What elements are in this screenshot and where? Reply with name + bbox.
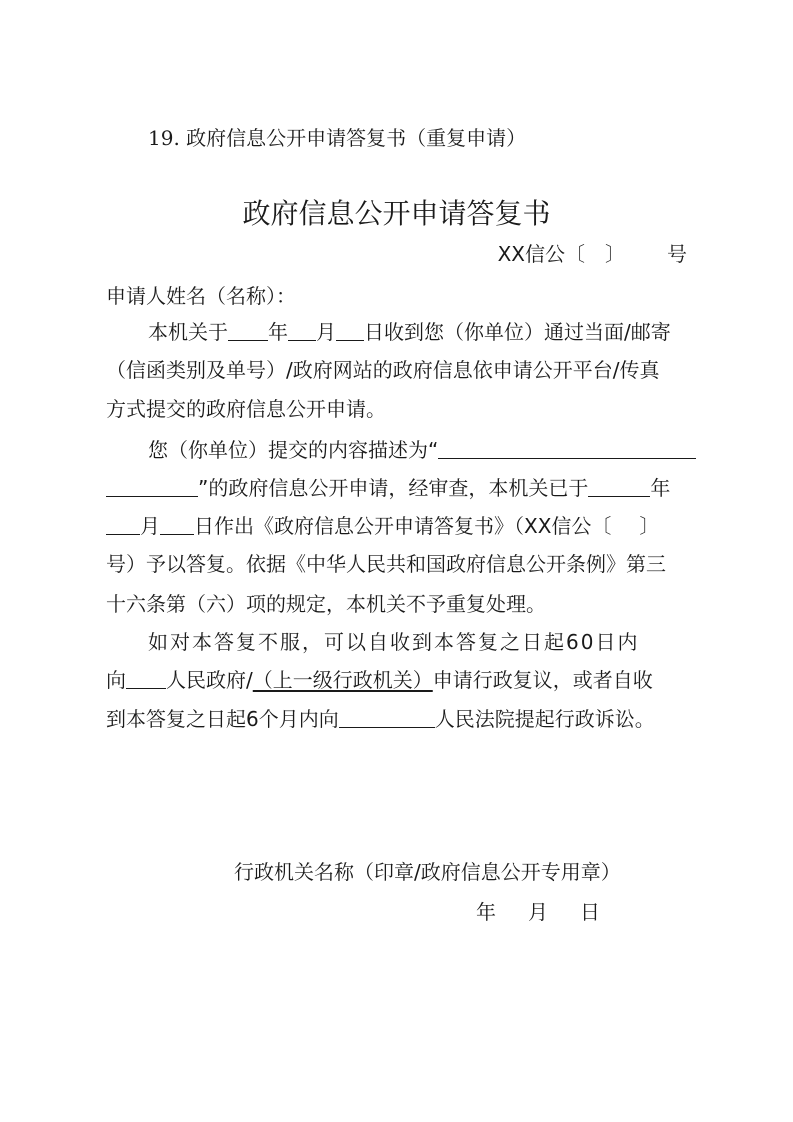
blank-court[interactable] — [339, 707, 435, 728]
para2-line2 — [106, 474, 670, 502]
blank-reply-year[interactable] — [588, 476, 650, 497]
signature-org: 行政机关名称（印章/政府信息公开专用章） — [234, 860, 621, 884]
para2-bracket-close: 〕 — [639, 514, 660, 538]
para2-text-a: 您（你单位）提交的内容描述为“ — [148, 438, 439, 462]
para3-line3 — [106, 705, 655, 733]
doc-number-bracket-close: 〕 — [605, 242, 625, 266]
para1-text-a: 本机关于 — [148, 320, 228, 344]
section-heading — [148, 124, 526, 152]
para3-text-d: 到本答复之日起6个月内向 — [106, 707, 339, 731]
date-month: 月 — [528, 900, 548, 924]
document-title: 政府信息公开申请答复书 — [242, 197, 551, 230]
para1-line1 — [148, 318, 671, 346]
date-day: 日 — [580, 900, 600, 924]
document-number — [498, 240, 687, 268]
para2-line5: 十六条第（六）项的规定，本机关不予重复处理。 — [106, 592, 546, 616]
blank-reply-month[interactable] — [106, 514, 140, 535]
para1-month: 月 — [316, 320, 336, 344]
para1-year: 年 — [268, 320, 288, 344]
blank-receive-month[interactable] — [288, 320, 316, 341]
blank-reply-day[interactable] — [160, 514, 194, 535]
para3-line1: 如对本答复不服，可以自收到本答复之日起60日内 — [148, 630, 640, 654]
para3-text-b: 人民政府/ — [166, 668, 253, 692]
blank-receive-year[interactable] — [228, 320, 268, 341]
para1-text-b: 日收到您（你单位）通过当面/邮寄 — [364, 320, 671, 344]
para3-superior-authority: （上一级行政机关） — [252, 668, 433, 692]
doc-number-prefix: XX信公〔 — [497, 242, 585, 266]
para2-month: 月 — [140, 514, 160, 538]
para3-text-e: 人民法院提起行政诉讼。 — [434, 707, 655, 731]
para3-text-c: 申请行政复议，或者自收 — [432, 668, 653, 692]
para1-line3: 方式提交的政府信息公开申请。 — [106, 397, 386, 421]
para2-line1 — [148, 436, 696, 464]
para1-line2: （信函类别及单号）/政府网站的政府信息依申请公开平台/传真 — [106, 358, 660, 382]
para2-line4: 号）予以答复。依据《中华人民共和国政府信息公开条例》第三 — [106, 552, 666, 576]
heading-number: 19. — [148, 126, 180, 150]
date-year: 年 — [476, 900, 496, 924]
para2-year: 年 — [650, 476, 671, 500]
para2-line3 — [106, 512, 659, 540]
doc-number-suffix: 号 — [667, 242, 687, 266]
para3-text-a: 向 — [106, 668, 126, 692]
heading-title: 政府信息公开申请答复书（重复申请） — [186, 126, 527, 150]
blank-government[interactable] — [126, 668, 166, 689]
salutation: 申请人姓名（名称）： — [106, 284, 296, 308]
para3-line2 — [106, 666, 653, 694]
blank-content-description-cont[interactable] — [106, 476, 198, 497]
para2-text-b: ”的政府信息公开申请，经审查，本机关已于 — [198, 476, 589, 500]
blank-content-description[interactable] — [438, 438, 696, 459]
signature-date — [476, 898, 600, 926]
blank-receive-day[interactable] — [336, 320, 364, 341]
para2-text-c: 日作出《政府信息公开申请答复书》（XX信公〔 — [194, 514, 612, 538]
